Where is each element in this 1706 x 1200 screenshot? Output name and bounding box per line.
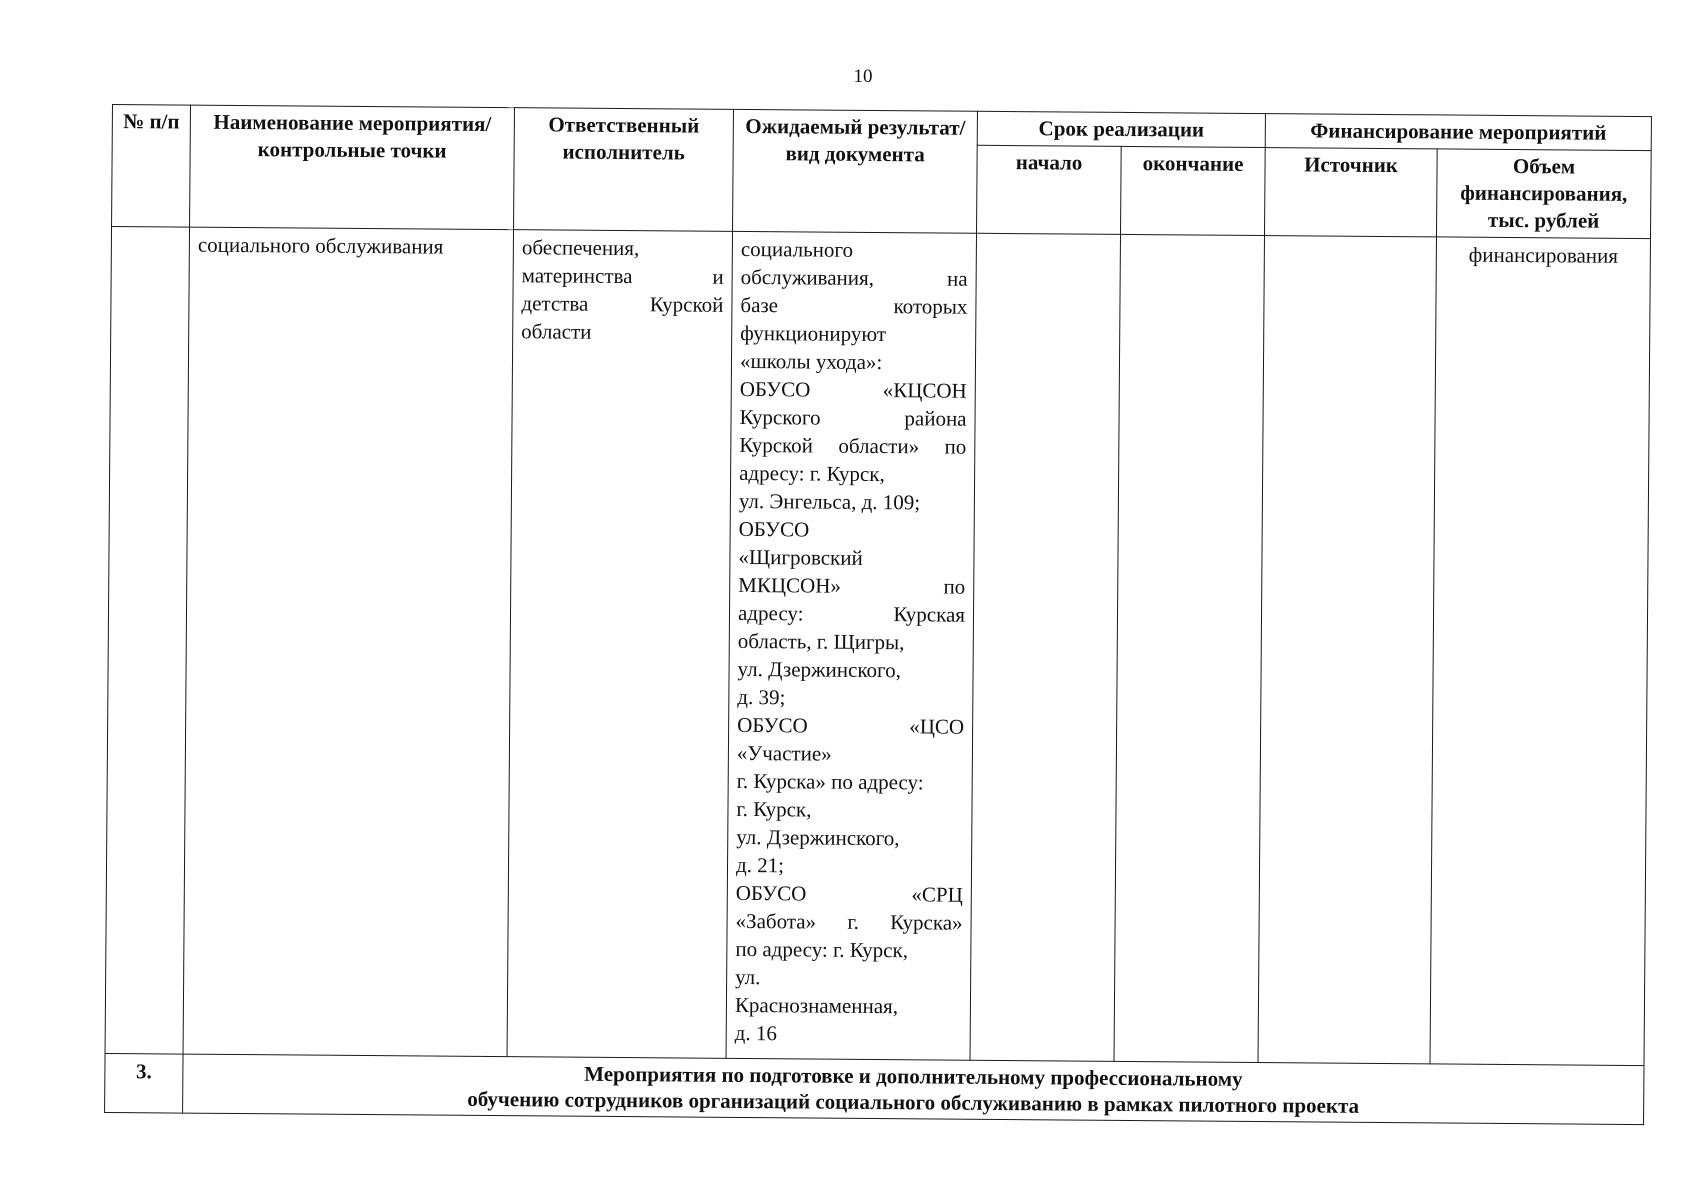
table-header-row <box>112 105 1651 151</box>
result-line: ОБУСО «КЦСОН <box>739 376 967 403</box>
cell-responsible <box>507 230 732 1059</box>
table-row <box>105 227 1650 1066</box>
result-line: д. 21; <box>735 852 785 878</box>
result-line: Краснознаменная, <box>734 992 899 1019</box>
section-title-line: Мероприятия по подготовке и дополнительному профессиональному <box>584 1061 1243 1091</box>
result-line: «Забота» г. Курска» <box>735 908 963 935</box>
result-line: функционируют <box>740 320 887 347</box>
result-line: ОБУСО «СРЦ <box>735 880 963 907</box>
result-line: Курского района <box>739 404 967 431</box>
result-line: ул. Энгельса, д. 109; <box>738 488 921 515</box>
result-line: социального <box>740 236 854 262</box>
section-row <box>105 1053 1644 1124</box>
result-line: адресу: Курская <box>737 600 966 627</box>
plan-table <box>104 104 1652 1125</box>
header-finance-group: Финансирование мероприятий <box>1265 114 1651 151</box>
result-line: г. Курска» по адресу: <box>736 768 924 795</box>
header-term-group: Срок реализации <box>977 111 1265 147</box>
responsible-line: области <box>521 319 592 344</box>
header-result: Ожидаемый результат/вид документа <box>733 109 978 233</box>
cell-result <box>726 231 976 1060</box>
result-line: «Участие» <box>736 740 832 766</box>
result-line: по адресу: г. Курск, <box>735 936 909 963</box>
document-frame <box>104 104 1628 1118</box>
cell-name: социального обслуживания <box>183 227 513 1057</box>
cell-term-start <box>970 233 1120 1061</box>
section-num: 3. <box>105 1053 183 1113</box>
cell-finance-source <box>1258 236 1436 1064</box>
result-line: ул. Дзержинского, <box>736 824 900 851</box>
section-title-line: обучению сотрудников организаций социального обслуживанию в рамках пилотного проекта <box>467 1086 1360 1118</box>
page-number: 10 <box>853 66 873 87</box>
result-line: обслуживания, на <box>740 264 968 291</box>
header-term-start: начало <box>977 145 1122 234</box>
header-finance-volume: Объем финансирования, тыс. рублей <box>1436 149 1651 239</box>
result-line: «Щигровский <box>738 544 863 570</box>
result-line: базе которых <box>740 292 968 319</box>
header-name: Наименование мероприятия/контрольные точки <box>190 105 515 230</box>
result-line: г. Курск, <box>736 796 812 822</box>
result-line: область, г. Щигры, <box>737 628 905 655</box>
result-line: д. 16 <box>734 1020 778 1046</box>
responsible-line: детства Курской <box>521 291 724 317</box>
header-term-end: окончание <box>1121 146 1266 235</box>
result-line: Курской области» по <box>739 432 967 459</box>
header-finance-source: Источник <box>1265 148 1438 237</box>
responsible-line: материнства и <box>521 263 724 289</box>
result-line: адресу: г. Курск, <box>739 460 885 487</box>
result-line: ул. Дзержинского, <box>737 656 901 683</box>
cell-finance-volume: финансирования <box>1430 237 1650 1066</box>
result-line: ул. <box>735 964 761 990</box>
result-line: ОБУСО <box>738 516 810 542</box>
cell-num <box>105 227 189 1055</box>
header-num: № п/п <box>112 105 191 228</box>
result-line: «школы ухода»: <box>739 348 883 375</box>
cell-term-end <box>1114 234 1264 1062</box>
responsible-line: обеспечения, <box>521 235 640 261</box>
result-line: д. 39; <box>737 684 786 710</box>
section-title <box>183 1054 1644 1124</box>
result-line: МКЦСОН» по <box>738 572 966 599</box>
header-responsible: Ответственный исполнитель <box>514 108 734 232</box>
result-line: ОБУСО «ЦСО <box>737 712 965 739</box>
